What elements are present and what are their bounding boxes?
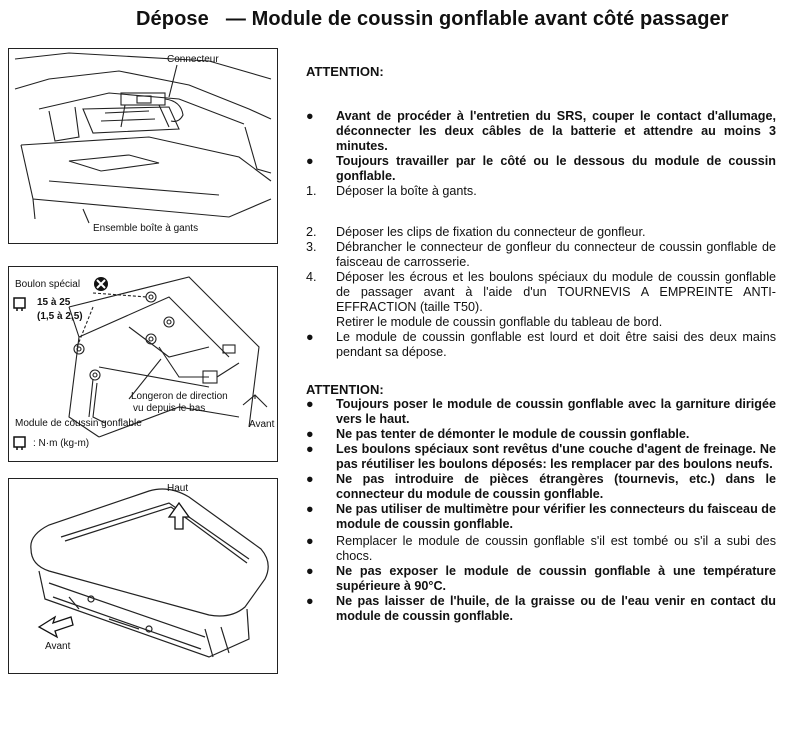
front-label: Avant: [45, 641, 71, 652]
item-text: Déposer la boîte à gants.: [336, 184, 477, 198]
torque-legend-icon: [14, 437, 25, 450]
item-text: Ne pas exposer le module de coussin gonflable à une température supérieure à 90°C.: [336, 564, 776, 593]
bullet-marker: ●: [306, 397, 314, 411]
list-item: [306, 330, 776, 360]
glovebox-label: Ensemble boîte à gants: [93, 223, 199, 234]
step-number: 3.: [306, 240, 317, 254]
torque-icon: [14, 298, 25, 311]
attention-heading: ATTENTION:: [306, 382, 384, 397]
connector-label: Connecteur: [167, 54, 219, 65]
title-subject: — Module de coussin gonflable avant côté passager: [225, 8, 729, 30]
step-number: 1.: [306, 184, 317, 198]
figure-airbag-module: [8, 478, 278, 674]
item-text: Toujours travailler par le côté ou le dessous du module de coussin gonflable.: [336, 154, 776, 183]
torque-value-kgm: (1,5 à 2,5): [37, 311, 83, 322]
bullet-marker: ●: [306, 109, 314, 123]
figure-glovebox: [8, 48, 278, 244]
special-bolt-label: Boulon spécial: [15, 279, 81, 290]
list-item: [306, 564, 776, 594]
list-item: [306, 154, 776, 184]
list-item: [306, 109, 776, 154]
torque-value: 15 à 25: [37, 297, 71, 308]
item-text: Déposer les écrous et les boulons spéciaux du module de coussin gonflable de passager avant à l'aide d'un TOURNEVIS A EMPREINTE ANTI-EFFRACTION (taille T50).: [336, 270, 776, 314]
list-item: [306, 397, 776, 427]
torque-unit-legend: : N·m (kg-m): [33, 438, 90, 449]
bullet-marker: ●: [306, 594, 314, 608]
bullet-marker: ●: [306, 442, 314, 456]
item-text: Ne pas laisser de l'huile, de la graisse ou de l'eau venir en contact du module de coussin gonflable.: [336, 594, 776, 623]
list-item: [306, 240, 776, 270]
item-text: Les boulons spéciaux sont revêtus d'une couche d'agent de freinage. Ne pas réutiliser les boulons déposés: les remplacer par des boulons neufs.: [336, 442, 776, 471]
list-item: [306, 427, 776, 442]
bullet-marker: ●: [306, 534, 314, 548]
list-item: [306, 315, 776, 330]
list-item: [306, 472, 776, 502]
list-item: [306, 270, 776, 315]
steering-member-label: Longeron de direction: [131, 391, 228, 402]
list-item: [306, 442, 776, 472]
list-item: [306, 594, 776, 624]
steering-member-sublabel: vu depuis le bas: [133, 403, 206, 414]
list-item: [306, 502, 776, 532]
list-item: [306, 225, 776, 240]
bullet-marker: ●: [306, 427, 314, 441]
item-text: Ne pas introduire de pièces étrangères (tournevis, etc.) dans le connecteur du module de coussin gonflable.: [336, 472, 776, 501]
list-item: [306, 184, 776, 199]
bullet-marker: ●: [306, 564, 314, 578]
figure-mounting: [8, 266, 278, 462]
up-arrow-icon: [169, 503, 189, 529]
up-label: Haut: [167, 483, 189, 494]
item-text: Déposer les clips de fixation du connecteur de gonfleur.: [336, 225, 646, 239]
bullet-marker: ●: [306, 330, 314, 344]
bullet-marker: ●: [306, 502, 314, 516]
item-text: Avant de procéder à l'entretien du SRS, couper le contact d'allumage, déconnecter les deux câbles de la batterie et attendre au moins 3 minutes.: [336, 109, 776, 153]
title-section: Dépose: [136, 8, 209, 30]
item-text: Toujours poser le module de coussin gonflable avec la garniture dirigée vers le haut.: [336, 397, 776, 426]
item-text: Le module de coussin gonflable est lourd et doit être saisi des deux mains pendant sa dépose.: [336, 330, 776, 359]
bullet-marker: ●: [306, 472, 314, 486]
front-label: Avant: [249, 419, 275, 430]
glovebox-illustration: [9, 49, 277, 243]
item-text: Débrancher le connecteur de gonfleur du connecteur de coussin gonflable de faisceau de carrosserie.: [336, 240, 776, 269]
special-bolt-symbol: [94, 277, 108, 291]
item-text: Remplacer le module de coussin gonflable s'il est tombé ou s'il a subi des chocs.: [336, 534, 776, 563]
item-text: Ne pas utiliser de multimètre pour vérifier les connecteurs du faisceau de module de coussin gonflable.: [336, 502, 776, 531]
attention-heading: ATTENTION:: [306, 64, 384, 79]
airbag-module-label: Module de coussin gonflable: [15, 418, 142, 429]
item-text: Retirer le module de coussin gonflable du tableau de bord.: [336, 315, 663, 329]
step-number: 4.: [306, 270, 317, 284]
instructions: [306, 64, 776, 624]
bullet-marker: ●: [306, 154, 314, 168]
step-number: 2.: [306, 225, 317, 239]
front-arrow-icon: [39, 617, 73, 637]
list-item: [306, 534, 776, 564]
item-text: Ne pas tenter de démonter le module de coussin gonflable.: [336, 427, 690, 441]
page-title: [136, 8, 729, 31]
